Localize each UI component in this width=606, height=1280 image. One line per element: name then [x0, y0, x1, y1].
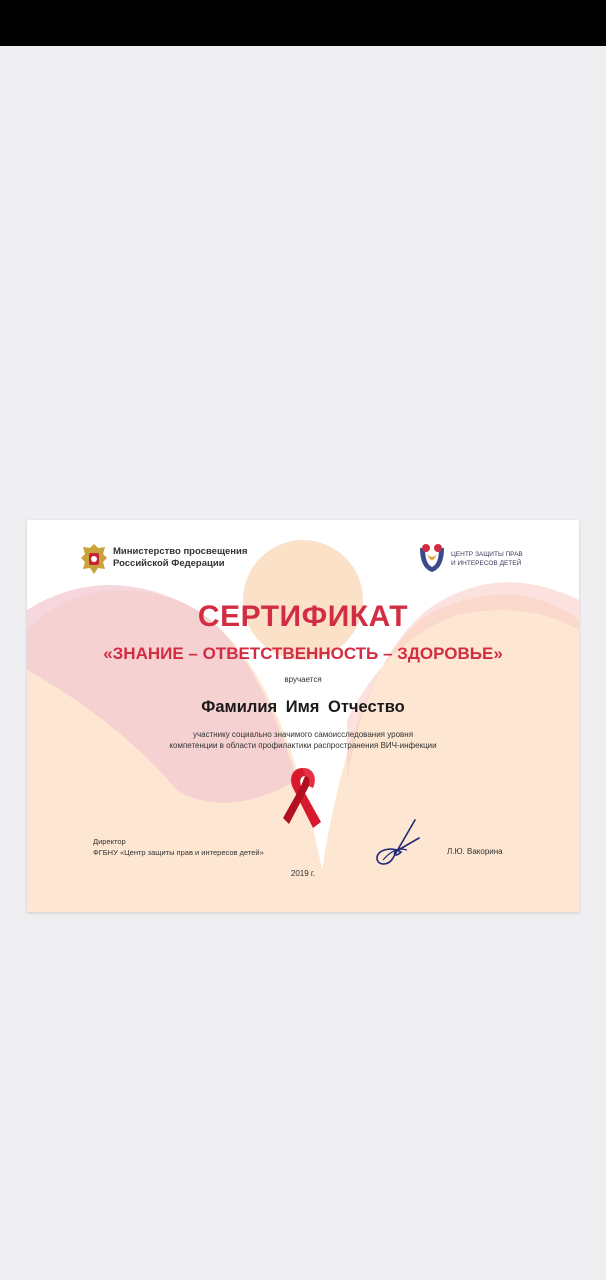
- center-line2: И ИНТЕРЕСОВ ДЕТЕЙ: [451, 560, 522, 567]
- signer-name: Л.Ю. Вакорина: [447, 847, 503, 856]
- signature-icon: [371, 816, 423, 870]
- certificate-subtitle: «ЗНАНИЕ – ОТВЕТСТВЕННОСТЬ – ЗДОРОВЬЕ»: [103, 644, 503, 663]
- description-line1: участнику социально значимого самоисследования уровня: [192, 730, 414, 739]
- status-bar: [0, 0, 606, 46]
- description: [27, 729, 579, 751]
- certificate-title: СЕРТИФИКАТ: [197, 600, 409, 633]
- recipient-name: Фамилия Имя Отчество: [201, 698, 405, 716]
- center-line1: ЦЕНТР ЗАЩИТЫ ПРАВ: [451, 551, 523, 558]
- awarded-label: вручается: [284, 675, 322, 684]
- director-block: [93, 836, 353, 858]
- ministry-name: [113, 546, 283, 570]
- center-name: [451, 550, 571, 568]
- red-ribbon-icon: [279, 764, 327, 842]
- coat-of-arms-icon: [79, 542, 109, 576]
- center-logo-icon: [417, 542, 447, 574]
- certificate-year: 2019 г.: [290, 869, 316, 878]
- certificate-image: [27, 520, 579, 912]
- ministry-line1: Министерство просвещения: [113, 546, 248, 557]
- ministry-line2: Российской Федерации: [113, 558, 225, 569]
- description-line2: компетенции в области профилактики распространения ВИЧ-инфекции: [169, 741, 437, 750]
- director-org: ФГБНУ «Центр защиты прав и интересов детей»: [93, 848, 264, 857]
- director-title: Директор: [93, 837, 126, 846]
